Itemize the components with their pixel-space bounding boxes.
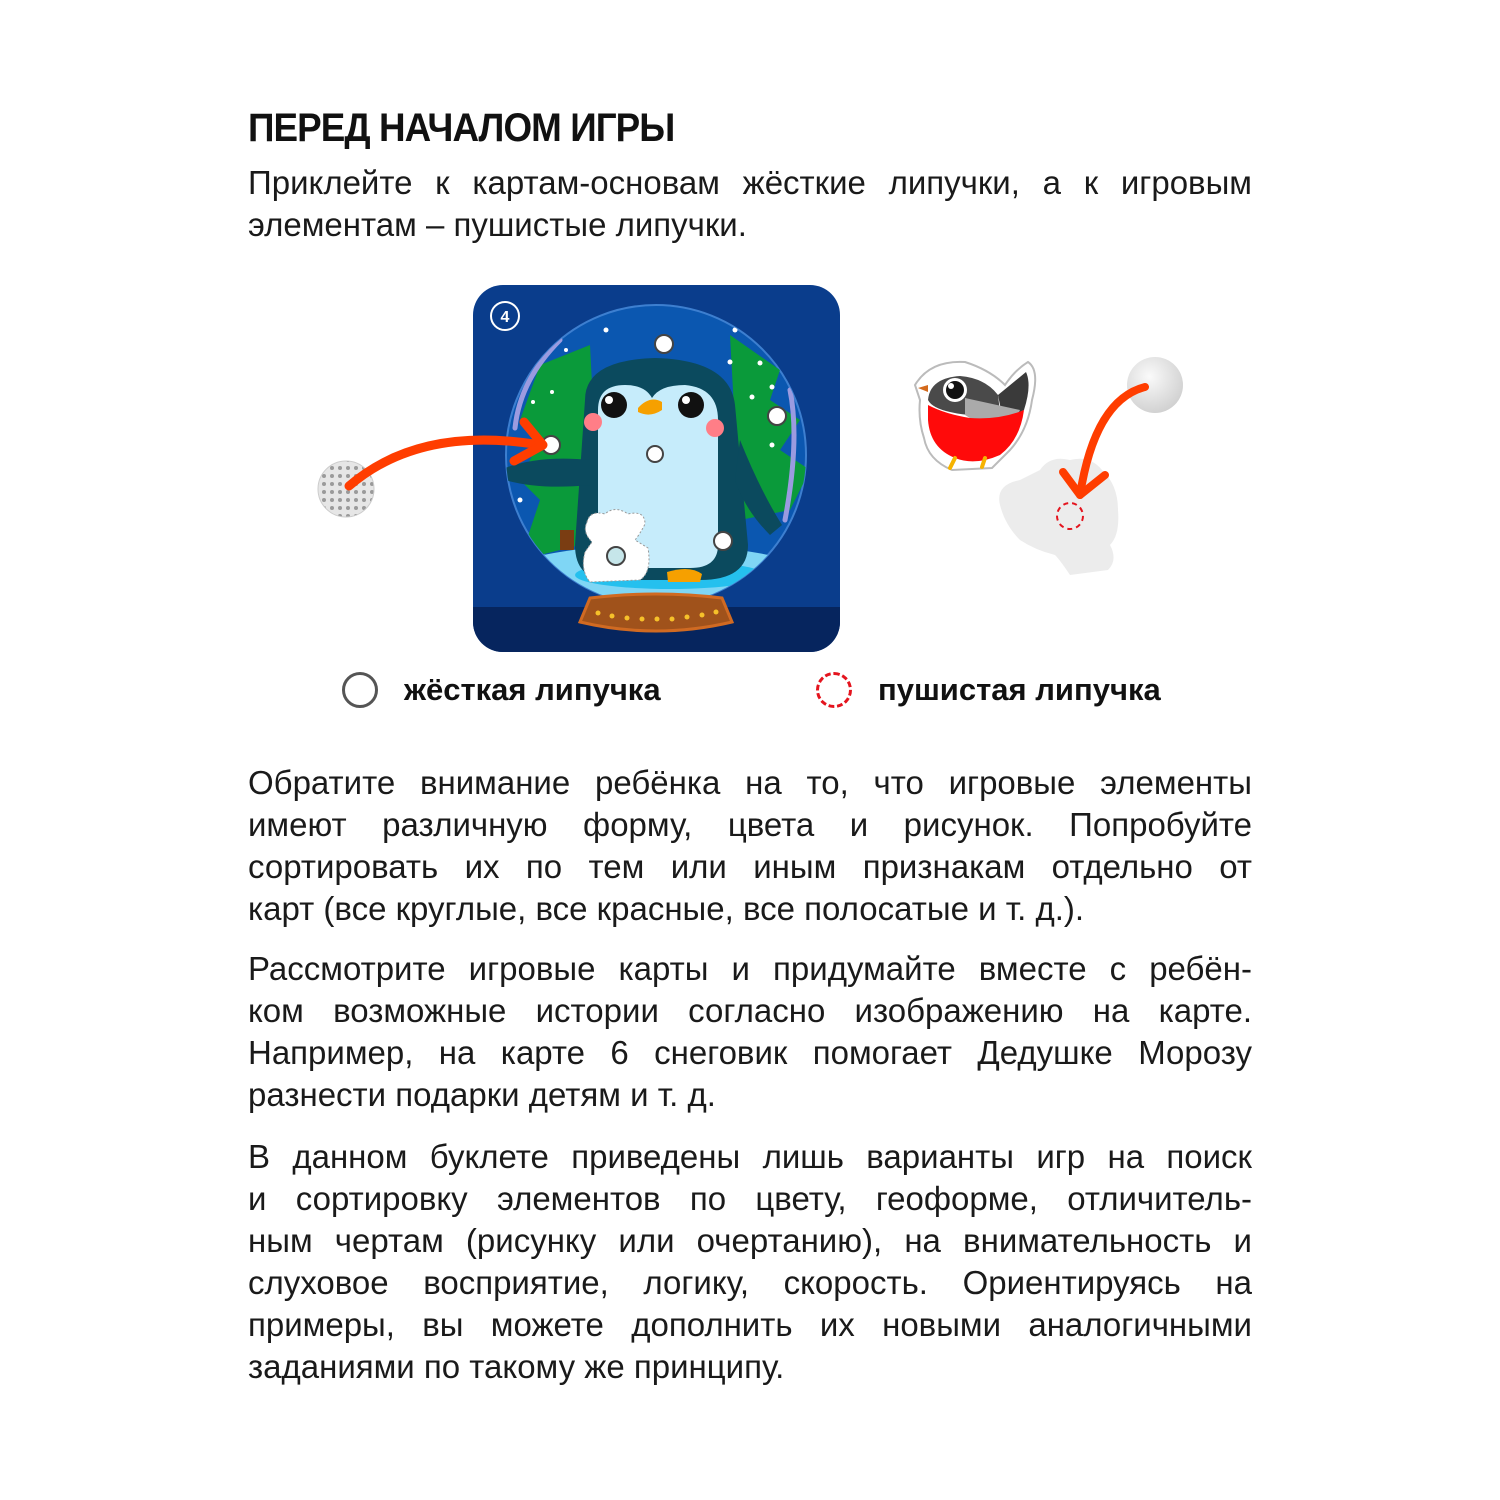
text-line: ным чертам (рисунку или очертанию), на внимательность и	[248, 1222, 1252, 1259]
text-line: Например, на карте 6 снеговик помогает Дедушке Морозу	[248, 1034, 1252, 1071]
paragraph-sorting	[248, 762, 1252, 930]
text-line: ком возможные истории согласно изображению на карте.	[248, 992, 1252, 1029]
card-number: 4	[500, 309, 510, 326]
section-heading: ПЕРЕД НАЧАЛОМ ИГРЫ	[248, 106, 675, 150]
soft-velcro-dashed-circle-icon	[816, 672, 852, 708]
text-line: слуховое восприятие, логику, скорость. Ориентируясь на	[248, 1264, 1252, 1301]
text-line: элементам – пушистые липучки.	[248, 206, 747, 243]
text-line: и сортировку элементов по цвету, геоформе, отличитель-	[248, 1180, 1252, 1217]
text-line: В данном буклете приведены лишь варианты игр на поиск	[248, 1138, 1252, 1175]
text-line: Приклейте к картам-основам жёсткие липучки, а к игровым	[248, 164, 1252, 201]
velcro-illustration	[0, 0, 1500, 660]
legend-label: жёсткая липучка	[404, 672, 661, 707]
legend-label: пушистая липучка	[878, 672, 1161, 707]
legend-hard-velcro	[342, 672, 661, 708]
text-line: имеют различную форму, цвета и рисунок. Попробуйте	[248, 806, 1252, 843]
text-line: заданиями по такому же принципу.	[248, 1348, 785, 1385]
game-card	[473, 285, 840, 652]
text-line: карт (все круглые, все красные, все полосатые и т. д.).	[248, 890, 1085, 927]
legend-soft-velcro	[816, 672, 1161, 708]
text-line: Обратите внимание ребёнка на то, что игровые элементы	[248, 764, 1252, 801]
soft-velcro-ball	[1127, 357, 1183, 413]
text-line: сортировать их по тем или иным признакам отдельно от	[248, 848, 1252, 885]
paragraph-stories	[248, 948, 1252, 1116]
paragraph-variants	[248, 1136, 1252, 1388]
bird-sticker	[915, 362, 1035, 470]
text-line: Рассмотрите игровые карты и придумайте вместе с ребён-	[248, 950, 1252, 987]
hard-velcro-circle-icon	[342, 672, 378, 708]
text-line: разнести подарки детям и т. д.	[248, 1076, 716, 1113]
text-line: примеры, вы можете дополнить их новыми аналогичными	[248, 1306, 1252, 1343]
